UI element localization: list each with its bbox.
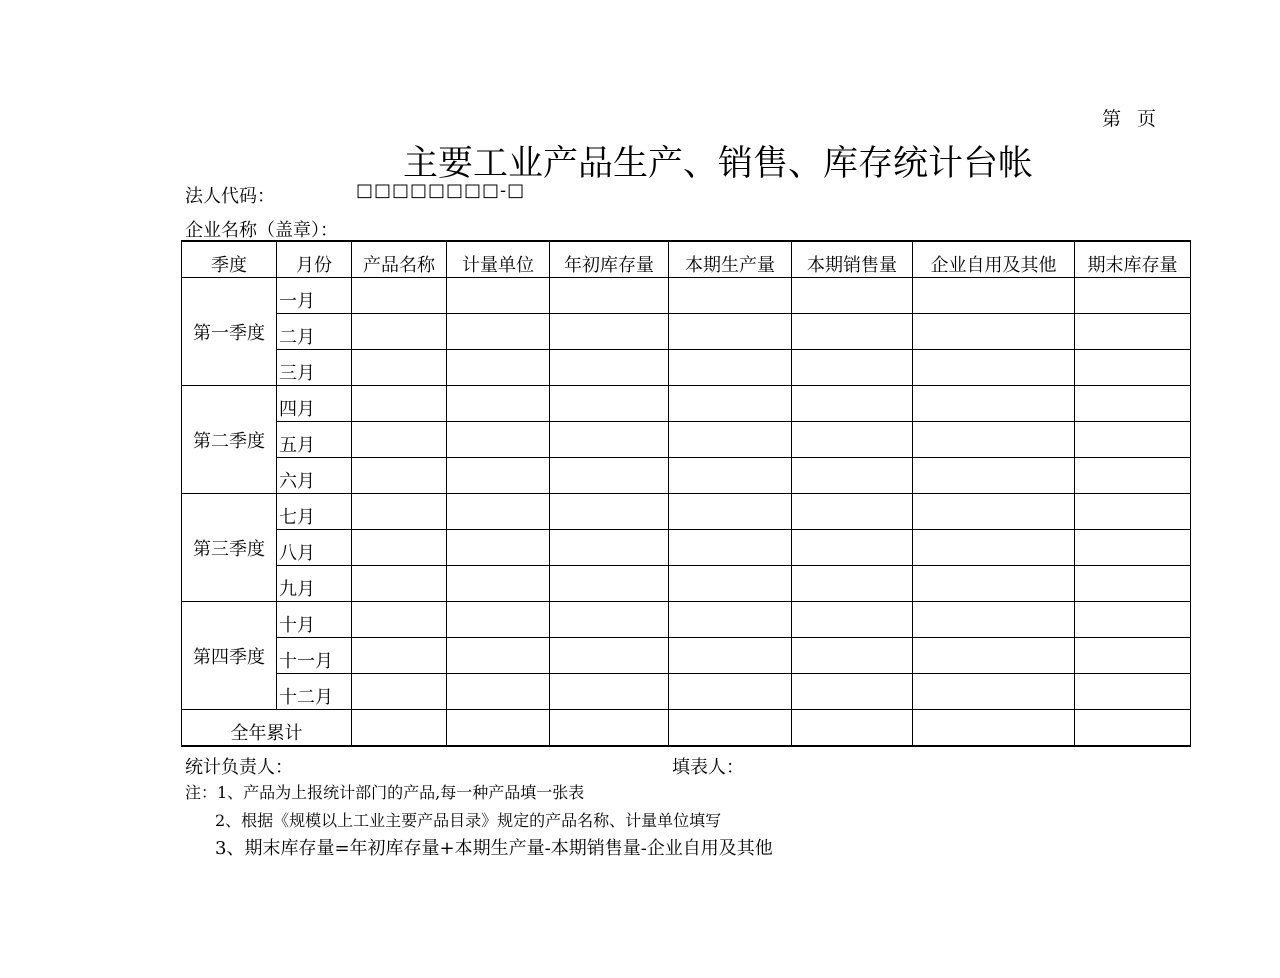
data-cell[interactable] [669, 710, 792, 747]
table-row [182, 386, 1191, 422]
quarter-cell: 第二季度 [182, 386, 277, 494]
data-cell[interactable] [913, 674, 1075, 710]
data-cell[interactable] [669, 494, 792, 530]
data-cell[interactable] [352, 494, 447, 530]
data-cell[interactable] [447, 422, 550, 458]
data-cell[interactable] [1075, 458, 1191, 494]
data-cell[interactable] [1075, 350, 1191, 386]
data-cell[interactable] [550, 386, 669, 422]
data-cell[interactable] [792, 602, 913, 638]
data-cell[interactable] [913, 602, 1075, 638]
data-cell[interactable] [550, 314, 669, 350]
table-row [182, 530, 1191, 566]
data-cell[interactable] [447, 710, 550, 747]
data-cell[interactable] [1075, 566, 1191, 602]
table-row [182, 494, 1191, 530]
data-cell[interactable] [352, 278, 447, 314]
data-cell[interactable] [792, 530, 913, 566]
table-row [182, 602, 1191, 638]
data-cell[interactable] [913, 638, 1075, 674]
table-row [182, 278, 1191, 314]
data-cell[interactable] [1075, 710, 1191, 747]
company-name-label: 企业名称（盖章）： [185, 220, 338, 241]
col-header-unit: 计量单位 [447, 241, 550, 278]
data-cell[interactable] [669, 314, 792, 350]
form-filler-label: 填表人： [672, 757, 744, 778]
data-cell[interactable] [1075, 674, 1191, 710]
data-cell[interactable] [550, 350, 669, 386]
note-2: 2、根据《规模以上工业主要产品目录》规定的产品名称、计量单位填写 [215, 811, 722, 830]
data-cell[interactable] [913, 422, 1075, 458]
data-cell[interactable] [447, 458, 550, 494]
month-cell: 十二月 [277, 674, 352, 710]
month-cell: 五月 [277, 422, 352, 458]
data-cell[interactable] [913, 566, 1075, 602]
data-cell[interactable] [1075, 422, 1191, 458]
data-cell[interactable] [792, 638, 913, 674]
month-cell: 十一月 [277, 638, 352, 674]
stat-head-label: 统计负责人： [185, 757, 293, 778]
data-cell[interactable] [550, 602, 669, 638]
data-cell[interactable] [669, 566, 792, 602]
data-cell[interactable] [1075, 602, 1191, 638]
col-header-quarter: 季度 [182, 241, 277, 278]
ledger-table [181, 240, 1191, 747]
note-1: 注：1、产品为上报统计部门的产品,每一种产品填一张表 [185, 783, 585, 802]
data-cell[interactable] [669, 278, 792, 314]
table-row [182, 458, 1191, 494]
legal-code-field[interactable]: □□□□□□□□-□ [356, 180, 526, 201]
data-cell[interactable] [792, 422, 913, 458]
data-cell[interactable] [447, 278, 550, 314]
data-cell[interactable] [913, 350, 1075, 386]
data-cell[interactable] [913, 314, 1075, 350]
data-cell[interactable] [792, 710, 913, 747]
data-cell[interactable] [792, 674, 913, 710]
data-cell[interactable] [550, 674, 669, 710]
month-cell: 二月 [277, 314, 352, 350]
data-cell[interactable] [792, 458, 913, 494]
data-cell[interactable] [352, 530, 447, 566]
month-cell: 七月 [277, 494, 352, 530]
data-cell[interactable] [352, 314, 447, 350]
data-cell[interactable] [792, 278, 913, 314]
month-cell: 一月 [277, 278, 352, 314]
month-cell: 十月 [277, 602, 352, 638]
data-cell[interactable] [550, 530, 669, 566]
col-header-closing-stock: 期末库存量 [1075, 241, 1191, 278]
data-cell[interactable] [792, 566, 913, 602]
data-cell[interactable] [1075, 494, 1191, 530]
annual-total-row [182, 710, 1191, 747]
data-cell[interactable] [669, 674, 792, 710]
data-cell[interactable] [447, 494, 550, 530]
data-cell[interactable] [447, 530, 550, 566]
data-cell[interactable] [1075, 278, 1191, 314]
quarter-cell: 第三季度 [182, 494, 277, 602]
month-cell: 八月 [277, 530, 352, 566]
legal-code-label: 法人代码： [185, 186, 275, 207]
col-header-month: 月份 [277, 241, 352, 278]
data-cell[interactable] [447, 314, 550, 350]
data-cell[interactable] [352, 566, 447, 602]
data-cell[interactable] [352, 674, 447, 710]
table-row [182, 638, 1191, 674]
data-cell[interactable] [913, 710, 1075, 747]
page-label-ye: 页 [1137, 108, 1159, 130]
header-row [182, 241, 1191, 278]
month-cell: 六月 [277, 458, 352, 494]
data-cell[interactable] [447, 566, 550, 602]
data-cell[interactable] [792, 386, 913, 422]
data-cell[interactable] [1075, 386, 1191, 422]
data-cell[interactable] [792, 494, 913, 530]
data-cell[interactable] [352, 422, 447, 458]
col-header-production: 本期生产量 [669, 241, 792, 278]
table-row [182, 350, 1191, 386]
data-cell[interactable] [913, 278, 1075, 314]
page-number-label [1102, 104, 1158, 131]
data-cell[interactable] [550, 710, 669, 747]
data-cell[interactable] [550, 422, 669, 458]
data-cell[interactable] [913, 530, 1075, 566]
data-cell[interactable] [669, 638, 792, 674]
data-cell[interactable] [669, 530, 792, 566]
data-cell[interactable] [1075, 314, 1191, 350]
table-row [182, 566, 1191, 602]
data-cell[interactable] [352, 638, 447, 674]
month-cell: 四月 [277, 386, 352, 422]
data-cell[interactable] [352, 710, 447, 747]
data-cell[interactable] [550, 566, 669, 602]
month-cell: 三月 [277, 350, 352, 386]
data-cell[interactable] [669, 350, 792, 386]
data-cell[interactable] [352, 386, 447, 422]
data-cell[interactable] [792, 350, 913, 386]
data-cell[interactable] [669, 422, 792, 458]
col-header-self-use: 企业自用及其他 [913, 241, 1075, 278]
table-row [182, 674, 1191, 710]
data-cell[interactable] [550, 494, 669, 530]
data-cell[interactable] [447, 386, 550, 422]
data-cell[interactable] [550, 638, 669, 674]
data-cell[interactable] [550, 278, 669, 314]
data-cell[interactable] [792, 314, 913, 350]
data-cell[interactable] [1075, 638, 1191, 674]
data-cell[interactable] [447, 674, 550, 710]
data-cell[interactable] [669, 458, 792, 494]
data-cell[interactable] [913, 386, 1075, 422]
page-label-di: 第 [1102, 108, 1124, 130]
annual-total-label: 全年累计 [182, 710, 352, 747]
col-header-product-name: 产品名称 [352, 241, 447, 278]
note-3: 3、期末库存量=年初库存量+本期生产量-本期销售量-企业自用及其他 [215, 838, 773, 859]
data-cell[interactable] [550, 458, 669, 494]
data-cell[interactable] [669, 386, 792, 422]
data-cell[interactable] [352, 602, 447, 638]
data-cell[interactable] [913, 494, 1075, 530]
page-title: 主要工业产品生产、销售、库存统计台帐 [403, 144, 1034, 184]
quarter-cell: 第四季度 [182, 602, 277, 710]
data-cell[interactable] [447, 638, 550, 674]
quarter-cell: 第一季度 [182, 278, 277, 386]
table-row [182, 422, 1191, 458]
data-cell[interactable] [1075, 530, 1191, 566]
data-cell[interactable] [447, 350, 550, 386]
table-row [182, 314, 1191, 350]
data-cell[interactable] [913, 458, 1075, 494]
month-cell: 九月 [277, 566, 352, 602]
data-cell[interactable] [669, 602, 792, 638]
data-cell[interactable] [447, 602, 550, 638]
col-header-opening-stock: 年初库存量 [550, 241, 669, 278]
data-cell[interactable] [352, 458, 447, 494]
data-cell[interactable] [352, 350, 447, 386]
col-header-sales: 本期销售量 [792, 241, 913, 278]
